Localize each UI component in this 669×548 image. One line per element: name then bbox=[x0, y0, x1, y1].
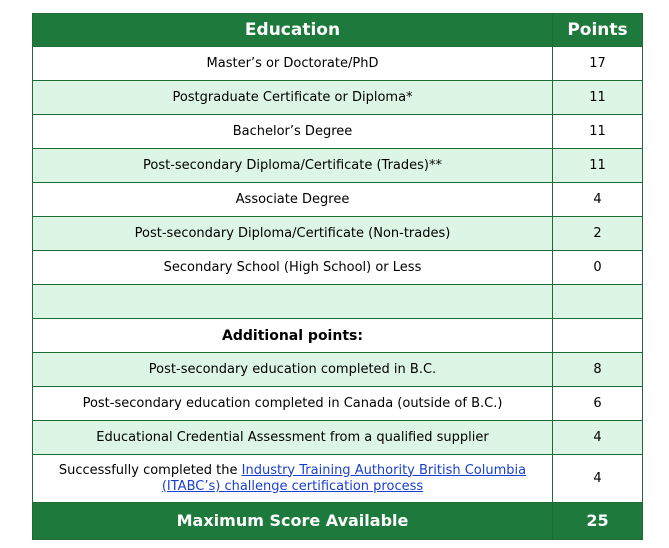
table-row bbox=[33, 47, 643, 81]
points-cell: 8 bbox=[553, 353, 643, 387]
table-row bbox=[33, 217, 643, 251]
education-cell: Associate Degree bbox=[33, 183, 553, 217]
table-row bbox=[33, 149, 643, 183]
points-cell: 4 bbox=[553, 421, 643, 455]
points-cell: 0 bbox=[553, 251, 643, 285]
points-cell: 11 bbox=[553, 81, 643, 115]
education-cell: Post-secondary Diploma/Certificate (Non-trades) bbox=[33, 217, 553, 251]
education-points-table bbox=[32, 13, 643, 540]
table-row bbox=[33, 115, 643, 149]
empty-cell bbox=[553, 285, 643, 319]
additional-points-heading: Additional points: bbox=[33, 319, 553, 353]
empty-cell bbox=[553, 319, 643, 353]
max-score-label: Maximum Score Available bbox=[33, 503, 553, 540]
education-cell: Post-secondary Diploma/Certificate (Trades)** bbox=[33, 149, 553, 183]
empty-spacer-row bbox=[33, 285, 643, 319]
points-cell: 17 bbox=[553, 47, 643, 81]
itabc-prefix-text: Successfully completed the bbox=[58, 462, 242, 478]
table-row bbox=[33, 353, 643, 387]
points-cell: 4 bbox=[553, 455, 643, 503]
table-row bbox=[33, 387, 643, 421]
education-cell bbox=[33, 455, 553, 503]
empty-cell bbox=[33, 285, 553, 319]
education-cell: Secondary School (High School) or Less bbox=[33, 251, 553, 285]
points-cell: 2 bbox=[553, 217, 643, 251]
table-row bbox=[33, 251, 643, 285]
points-cell: 11 bbox=[553, 115, 643, 149]
education-cell: Bachelor’s Degree bbox=[33, 115, 553, 149]
points-column-header: Points bbox=[553, 14, 643, 47]
points-cell: 11 bbox=[553, 149, 643, 183]
education-cell: Master’s or Doctorate/PhD bbox=[33, 47, 553, 81]
table-row bbox=[33, 81, 643, 115]
table-footer-row bbox=[33, 503, 643, 540]
points-cell: 4 bbox=[553, 183, 643, 217]
itabc-challenge-link[interactable]: Industry Training Authority British Columbia (ITABC’s) challenge certification process bbox=[161, 462, 527, 494]
additional-points-heading-row bbox=[33, 319, 643, 353]
table-row bbox=[33, 183, 643, 217]
points-cell: 6 bbox=[553, 387, 643, 421]
education-cell: Educational Credential Assessment from a qualified supplier bbox=[33, 421, 553, 455]
table-row bbox=[33, 421, 643, 455]
education-column-header: Education bbox=[33, 14, 553, 47]
education-cell: Post-secondary education completed in Canada (outside of B.C.) bbox=[33, 387, 553, 421]
education-cell: Postgraduate Certificate or Diploma* bbox=[33, 81, 553, 115]
education-cell: Post-secondary education completed in B.C. bbox=[33, 353, 553, 387]
max-score-value: 25 bbox=[553, 503, 643, 540]
table-header-row bbox=[33, 14, 643, 47]
table-row bbox=[33, 455, 643, 503]
